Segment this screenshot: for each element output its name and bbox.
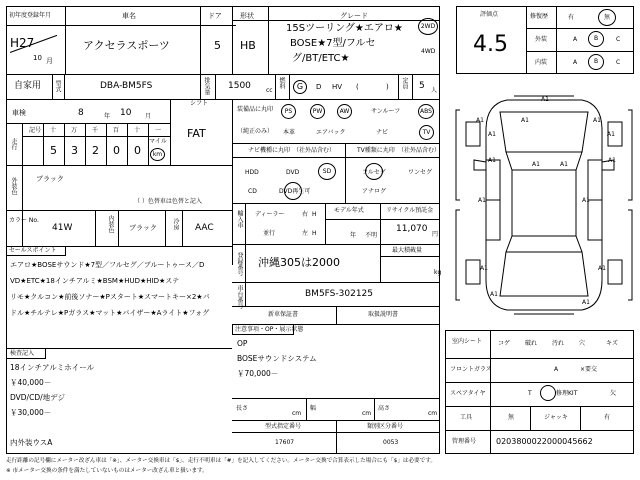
footer-note-1: 走行距離の記号欄にメーター改ざん車は「※」、メーター交換車は「$」、走行不明車は「#」を記入してください。メーター交換で合算表示した場合にも「$」は必要です。 [6, 458, 436, 464]
seat-item: 穴 [579, 340, 586, 347]
equip-aw: AW [337, 104, 352, 119]
diagram-label-11: A1 [478, 197, 486, 204]
import-parallel: 並行 [263, 230, 276, 237]
mileage-digit-label: 千 [92, 127, 99, 134]
model-spec: 17607 [275, 439, 295, 446]
reg-month: 10 [33, 54, 42, 62]
drive-2wd: 2WD [418, 18, 438, 35]
ext-grade-a: A [573, 36, 578, 43]
tv-label: TV種類に丸印 [357, 147, 395, 154]
inspection-note-line: 18インチアルミホイール [10, 363, 95, 372]
usage: 自家用 [14, 81, 42, 91]
int-grade-c: C [616, 59, 621, 66]
options-label: 注意事項・OP・展示状態 [235, 326, 304, 333]
navi-dvd-play-circle [284, 182, 302, 200]
inspection-note-line: ￥30,000－ [10, 408, 52, 417]
first-reg-label: 初年度登録年月 [9, 12, 52, 19]
import-label: 輸入車 [236, 210, 243, 228]
plate-number: 沖縄305は2000 [258, 256, 340, 269]
int-grade-a: A [573, 59, 578, 66]
jack-value: 有 [604, 414, 611, 421]
mileage-label: 走行 [10, 138, 17, 150]
sales-point-line: エアロ★BOSEサウンド★7型／フルセグ／ブルートゥース／D [10, 261, 205, 269]
model-year-unit: 年 [350, 232, 357, 239]
mileage-digit: 5 [50, 144, 57, 157]
navi-sublabel: （社外品含む） [293, 147, 336, 154]
model-year-label: モデル年式 [334, 207, 364, 214]
seat-item: コゲ [498, 340, 511, 347]
type-value: DBA-BM5FS [100, 81, 153, 91]
doors: 5 [214, 39, 221, 52]
fuel-hv: HV [332, 83, 343, 91]
option-line: ￥70,000－ [237, 369, 279, 378]
equip-tv: TV [419, 125, 434, 140]
ext-grade-b: B [588, 31, 604, 47]
seat-label: 室内シート [452, 338, 483, 345]
capacity-label: 定員 [401, 77, 408, 89]
inspection-month-unit: 月 [145, 113, 152, 120]
exterior-color: ブラック [36, 175, 64, 183]
grade-line3: グ/BT/ETC★ [292, 53, 350, 64]
tv-fullseg-circle [365, 163, 383, 180]
max-load-kg: kg [434, 269, 442, 276]
spare-label: スペアタイヤ [450, 390, 486, 397]
model-year-unknown: 不明 [365, 232, 378, 239]
import-h2: H [312, 230, 317, 237]
mgmt-value: 0203800022000045662 [496, 437, 593, 446]
shift-value: FAT [187, 127, 206, 140]
reg-year: H27 [10, 36, 35, 50]
tv-fullseg: フルセグ [362, 169, 386, 176]
equip-ps: PS [281, 104, 296, 119]
equip-navi: ナビ [376, 129, 389, 136]
interior-color-label: 内装色 [107, 215, 114, 233]
mileage-digit-label: 一 [155, 127, 162, 134]
interior-color: ブラック [129, 224, 157, 232]
person-unit: 人 [431, 87, 438, 94]
sales-point-line: ドル★チルテレ★Pガラス★マット★バイザー★Aライト★フォグ [10, 309, 210, 317]
fuel-d: D [316, 83, 322, 91]
displacement-label: 排気量 [203, 77, 210, 95]
cc-unit: cc [266, 87, 273, 94]
inspection-month: 10 [120, 108, 132, 118]
equipment-sublabel: （純正のみ） [237, 128, 274, 135]
mileage-digit-label: 十 [50, 127, 57, 134]
manual-label: 取扱説明書 [368, 311, 399, 318]
spare-kit: 修理KIT [556, 390, 578, 397]
mileage-unit-km: km [150, 148, 165, 161]
equip-pw: PW [310, 104, 325, 119]
option-line: OP [237, 339, 248, 348]
model-name-label: 車名 [122, 12, 136, 20]
import-h1: H [312, 211, 317, 218]
navi-sd: SD [318, 163, 336, 180]
jack-label: ジャッキ [544, 414, 568, 421]
car-damage-diagram [452, 90, 636, 322]
sales-point-line: VD★ETC★18インチアルミ★BSM★HUD★HID★ステ [10, 277, 180, 285]
glass-value: A [554, 366, 559, 373]
seat-item: 汚れ [552, 340, 565, 347]
tools-value: 無 [508, 414, 515, 421]
mileage-digit-label: 十 [134, 127, 141, 134]
tv-sublabel: （社外品含む） [398, 147, 441, 154]
seat-item: キズ [606, 340, 618, 347]
fuel-label: 燃料 [278, 77, 285, 89]
spare-t: T [528, 390, 532, 397]
tv-oneseg: ワンセグ [408, 169, 433, 176]
navi-dvd: DVD [286, 169, 300, 176]
mileage-digit-label: 百 [113, 127, 120, 134]
fuel-g: G [293, 80, 307, 94]
diagram-label-3: A1 [521, 117, 529, 124]
grade-line1: 15Sツーリング★エアロ★ [286, 23, 403, 34]
import-dealer: ディーラー [255, 211, 285, 218]
diagram-label-13: A1 [480, 265, 488, 272]
mileage-digit: 0 [134, 144, 141, 157]
seat-item: 破れ [525, 340, 538, 347]
spare-kit-circle [540, 385, 556, 401]
exterior-grade-label: 外装 [535, 36, 548, 43]
import-right: 右 [302, 211, 309, 218]
int-grade-b: B [588, 54, 604, 70]
mileage-digit: 0 [113, 144, 120, 157]
recycle-label: リサイクル預託金 [386, 207, 434, 214]
type-label: 型式 [54, 80, 61, 92]
capacity: 5 [419, 81, 425, 91]
mgmt-label: 管理番号 [452, 438, 477, 445]
diagram-label-7: A1 [488, 157, 496, 164]
diagram-label-5: A1 [488, 131, 496, 138]
reg-month-unit: 月 [46, 57, 53, 65]
shape: HB [240, 39, 256, 52]
sales-points-label: セールスポイント [9, 247, 57, 254]
vin-value: BM5FS-302125 [305, 289, 374, 299]
ac-label: 冷房 [172, 218, 179, 230]
equip-airbag: エアバック [316, 129, 346, 136]
class-label: 類別区分番号 [367, 423, 404, 430]
inspection-year: 8 [78, 108, 84, 118]
width-label: 幅 [310, 405, 317, 412]
diagram-label-4: A1 [593, 117, 601, 124]
height-cm: cm [428, 410, 438, 417]
door-label: ドア [208, 12, 222, 20]
model-spec-label: 型式指定番号 [265, 423, 302, 430]
navi-dvd-play: DVD再生可 [279, 188, 311, 195]
score-label: 評価点 [480, 11, 499, 18]
inspection-label: 車検 [12, 109, 26, 117]
displacement: 1500 [228, 81, 251, 91]
equipment-label: 装備品に丸印 [237, 106, 274, 113]
mileage-digit: 2 [92, 144, 99, 157]
grade-line2: BOSE★7型/フルセ [290, 38, 376, 49]
exterior-note: （ ）色替車は色替と記入 [134, 198, 202, 205]
length-label: 長さ [236, 405, 249, 412]
color-code: 41W [52, 223, 73, 233]
height-label: 高さ [378, 405, 391, 412]
interior-grade-label: 内装 [535, 59, 548, 66]
max-load-label: 最大積載量 [392, 247, 423, 254]
sales-point-line: リモ★クルコン★前後ソナー★Pスタート★スマートキー×2★パ [10, 293, 210, 301]
glass-unit: ×要交 [580, 366, 598, 373]
glass-label: フロントガラス [450, 366, 492, 373]
equip-leather: 本革 [283, 129, 296, 136]
diagram-label-12: A1 [582, 197, 590, 204]
diagram-label-16: A1 [582, 299, 590, 306]
mileage-digit-label: 記号 [29, 127, 42, 134]
recycle-amount: 11,070 [396, 224, 428, 234]
spare-none: 欠 [610, 390, 617, 397]
mileage-unit-label: マイル [149, 138, 167, 145]
repair-label: 修復歴 [530, 13, 549, 20]
inspection-notes-label: 検査記入 [10, 350, 35, 357]
exterior-label: 外装色 [10, 177, 17, 195]
warranty-label: 新車保証書 [268, 311, 299, 318]
repair-no: 無 [598, 9, 616, 26]
drive-4wd: 4WD [421, 48, 436, 55]
navi-label: ナビ機種に丸印 [248, 147, 291, 154]
fuel-paren-close: ) [386, 83, 389, 91]
diagram-label-2: A1 [476, 117, 484, 124]
ext-grade-c: C [616, 36, 621, 43]
mileage-digit-label: 万 [71, 127, 78, 134]
inspection-note-line: ￥40,000－ [10, 378, 52, 387]
diagram-label-6: A1 [607, 131, 615, 138]
mileage-digit: 3 [71, 144, 78, 157]
shift-label: シフト [190, 100, 209, 107]
diagram-label-1: A1 [541, 96, 549, 103]
score-value: 4.5 [473, 32, 508, 57]
diagram-label-10: A1 [608, 157, 616, 164]
shape-label: 形状 [240, 12, 254, 20]
recycle-yen: 円 [432, 231, 439, 238]
grade-label: グレード [340, 12, 368, 20]
equip-sunroof: サンルーフ [371, 108, 401, 115]
repair-yes: 有 [568, 14, 575, 21]
width-cm: cm [362, 410, 372, 417]
class-value: 0053 [383, 439, 399, 446]
inspection-note-line: 内外装ウスA [10, 438, 53, 447]
footer-note-2: ※ 市メーター交換の条件を満たしていないものはメーター改ざん車と扱います。 [6, 468, 208, 474]
navi-cd: CD [248, 188, 257, 195]
navi-hdd: HDD [245, 169, 259, 176]
color-code-label: カラー No. [9, 217, 39, 224]
vin-label: 車台番号 [236, 285, 243, 309]
plate-label: 登録番号 [236, 252, 243, 276]
diagram-label-9: A1 [560, 161, 568, 168]
tools-label: 工具 [460, 414, 473, 421]
tv-analog: アナログ [362, 188, 387, 195]
fuel-paren-open: ( [356, 83, 359, 91]
import-left: 左 [302, 230, 309, 237]
model-name: アクセラスポーツ [83, 39, 170, 52]
equip-abs: ABS [418, 104, 434, 119]
inspection-year-unit: 年 [104, 113, 111, 120]
ac-value: AAC [195, 223, 214, 233]
diagram-label-8: A1 [532, 161, 540, 168]
inspection-note-line: DVD/CD/地デジ [10, 393, 65, 402]
option-line: BOSEサウンドシステム [237, 354, 317, 363]
diagram-label-14: A1 [598, 265, 606, 272]
diagram-label-15: A1 [490, 291, 498, 298]
length-cm: cm [292, 410, 302, 417]
